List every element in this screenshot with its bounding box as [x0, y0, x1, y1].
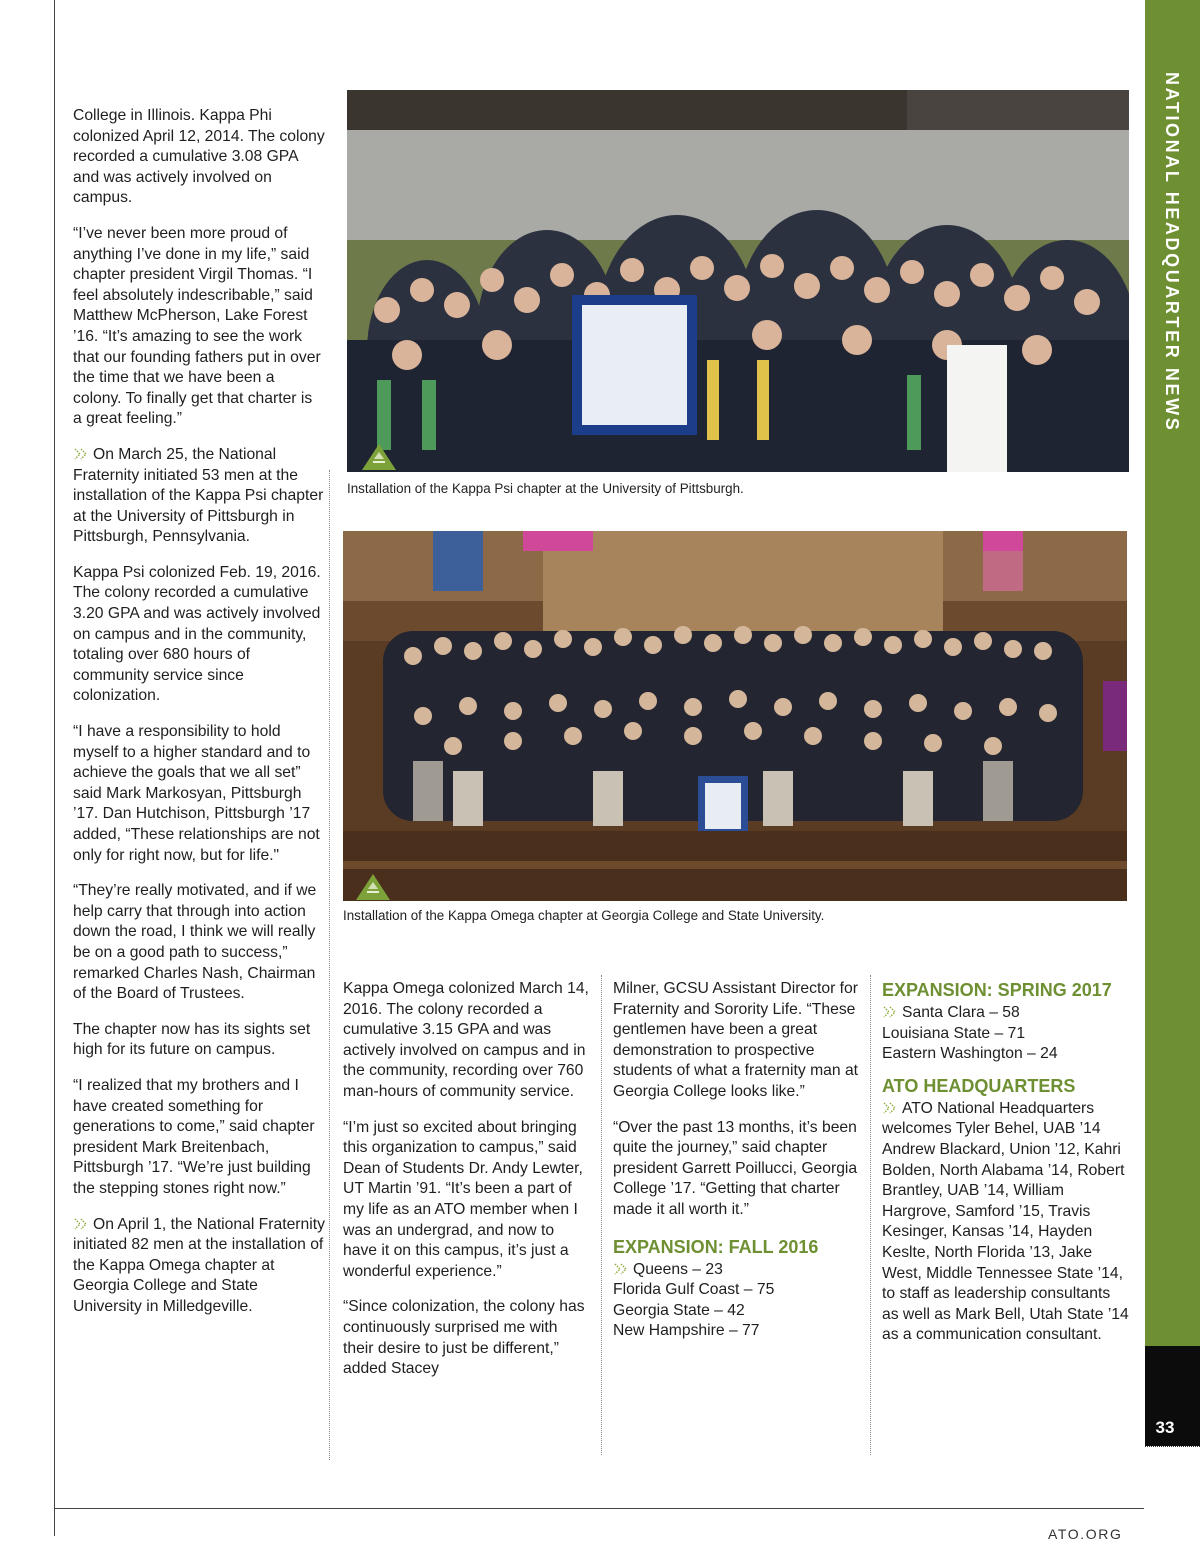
- chevron-bullet-icon: [882, 1102, 898, 1114]
- footer-rule: [54, 1508, 1144, 1509]
- chevron-bullet-icon: [73, 1218, 89, 1230]
- paragraph: “I’m just so excited about bringing this organization to campus,” said Dean of Students Dr. Andy Lewter, UT Martin ’91. “It’s been a part of my life as an ATO member when I was an undergrad, and now to have it on this campus, it’s just a wonderful experience.”: [343, 1118, 583, 1280]
- right-text-column: [882, 979, 1130, 1361]
- expansion-spring-list: [882, 1003, 1130, 1065]
- ato-photo-badge-icon: [356, 874, 390, 900]
- expansion-spring-heading: EXPANSION: SPRING 2017: [882, 980, 1112, 1000]
- chevron-bullet-icon: [613, 1263, 629, 1275]
- expansion-fall-list: [613, 1260, 861, 1342]
- group-photo-illustration: [347, 90, 1129, 472]
- paragraph: On April 1, the National Fraternity initiated 82 men at the installation of the Kappa Omega chapter at Georgia College and State University in Milledgeville.: [73, 1215, 325, 1315]
- left-margin-rule: [54, 0, 55, 1536]
- photo-caption: Installation of the Kappa Omega chapter at Georgia College and State University.: [343, 908, 825, 923]
- chevron-bullet-icon: [73, 448, 89, 460]
- paragraph: College in Illinois. Kappa Phi colonized April 12, 2014. The colony recorded a cumulative 3.08 GPA and was actively involved on campus.: [73, 107, 325, 207]
- paragraph: “Since colonization, the colony has continuously surprised me with their desire to just be different,” added Stacey: [343, 1298, 585, 1378]
- kappa-omega-group-photo: [343, 531, 1127, 901]
- list-item: Santa Clara – 58: [882, 1003, 1130, 1024]
- column-divider: [870, 975, 871, 1455]
- paragraph: The chapter now has its sights set high for its future on campus.: [73, 1020, 311, 1059]
- paragraph: Kappa Psi colonized Feb. 19, 2016. The colony recorded a cumulative 3.20 GPA and was actively involved on campus and in the community, totaling over 680 hours of community service since colonization.: [73, 563, 321, 705]
- list-item: Florida Gulf Coast – 75: [613, 1281, 775, 1299]
- paragraph: “I have a responsibility to hold myself to a higher standard and to achieve the goals that we all set” said Mark Markosyan, Pittsburgh ’17. Dan Hutchison, Pittsburgh ’17 added, “These relationships are not only for right now, but for life.": [73, 723, 320, 864]
- list-item: New Hampshire – 77: [613, 1322, 760, 1340]
- list-item: Georgia State – 42: [613, 1301, 745, 1319]
- expansion-fall-heading: EXPANSION: FALL 2016: [613, 1236, 819, 1257]
- list-item: Eastern Washington – 24: [882, 1045, 1058, 1063]
- right-middle-text-column: [613, 979, 861, 1342]
- page-number: 33: [1155, 1418, 1175, 1437]
- paragraph: “I’ve never been more proud of anything I’ve done in my life,” said chapter president Virgil Thomas. “I feel absolutely indescribable,” said Matthew McPherson, Lake Forest ’16. “It’s amazing to see the work that our founding fathers put in over the time that we have been a colony. To finally get that charter is a great feeling.”: [73, 224, 321, 428]
- footer-site: ATO.ORG: [1048, 1526, 1123, 1542]
- church-photo-illustration: [343, 531, 1127, 901]
- paragraph: “I realized that my brothers and I have created something for generations to come,” said chapter president Mark Breitenbach, Pittsburgh ’17. “We’re just building the stepping stones right now.”: [73, 1076, 315, 1197]
- column-divider: [601, 975, 602, 1455]
- paragraph: On March 25, the National Fraternity initiated 53 men at the installation of the Kappa Psi chapter at the University of Pittsburgh in Pittsburgh, Pennsylvania.: [73, 445, 324, 546]
- section-title: NATIONAL HEADQUARTER NEWS: [1162, 72, 1182, 433]
- kappa-psi-group-photo: [347, 90, 1129, 472]
- paragraph: ATO National Headquarters welcomes Tyler Behel, UAB ’14 Andrew Blackard, Union ’12, Kahri Bolden, North Alabama ’14, Robert Brantley, UAB ’14, William Hargrove, Samford ’15, Travis Kesinger, Kansas ’14, Hayden Keslte, North Florida ’13, Jake West, Middle Tennessee State ’14, to staff as leadership consultants as well as Mark Bell, Utah State ’14 as a communication consultant.: [882, 1099, 1129, 1344]
- ato-photo-badge-icon: [362, 444, 396, 470]
- paragraph: “They’re really motivated, and if we help carry that through into action down the road, I think we will really be on a good path to success,” remarked Charles Nash, Chairman of the Board of Trustees.: [73, 882, 317, 1003]
- paragraph: “Over the past 13 months, it’s been quite the journey,” said chapter president Garrett Poillucci, Georgia College ’17. “Getting that charter made it all worth it.”: [613, 1118, 858, 1218]
- left-text-column: [73, 106, 325, 1332]
- photo-caption: Installation of the Kappa Psi chapter at the University of Pittsburgh.: [347, 481, 744, 496]
- page-number-divider: [1145, 1446, 1200, 1447]
- paragraph: Kappa Omega colonized March 14, 2016. The colony recorded a cumulative 3.15 GPA and was actively involved on campus and in the community, recording over 760 man-hours of community service.: [343, 980, 589, 1100]
- list-item: Queens – 23: [613, 1260, 861, 1281]
- ato-headquarters-heading: ATO HEADQUARTERS: [882, 1075, 1076, 1096]
- column-divider: [329, 470, 330, 1460]
- paragraph: Milner, GCSU Assistant Director for Fraternity and Sorority Life. “These gentlemen have been a great demonstration to prospective students of what a fraternity man at Georgia College looks like.”: [613, 980, 859, 1100]
- chevron-bullet-icon: [882, 1006, 898, 1018]
- list-item: Louisiana State – 71: [882, 1024, 1026, 1042]
- middle-text-column: [343, 979, 591, 1395]
